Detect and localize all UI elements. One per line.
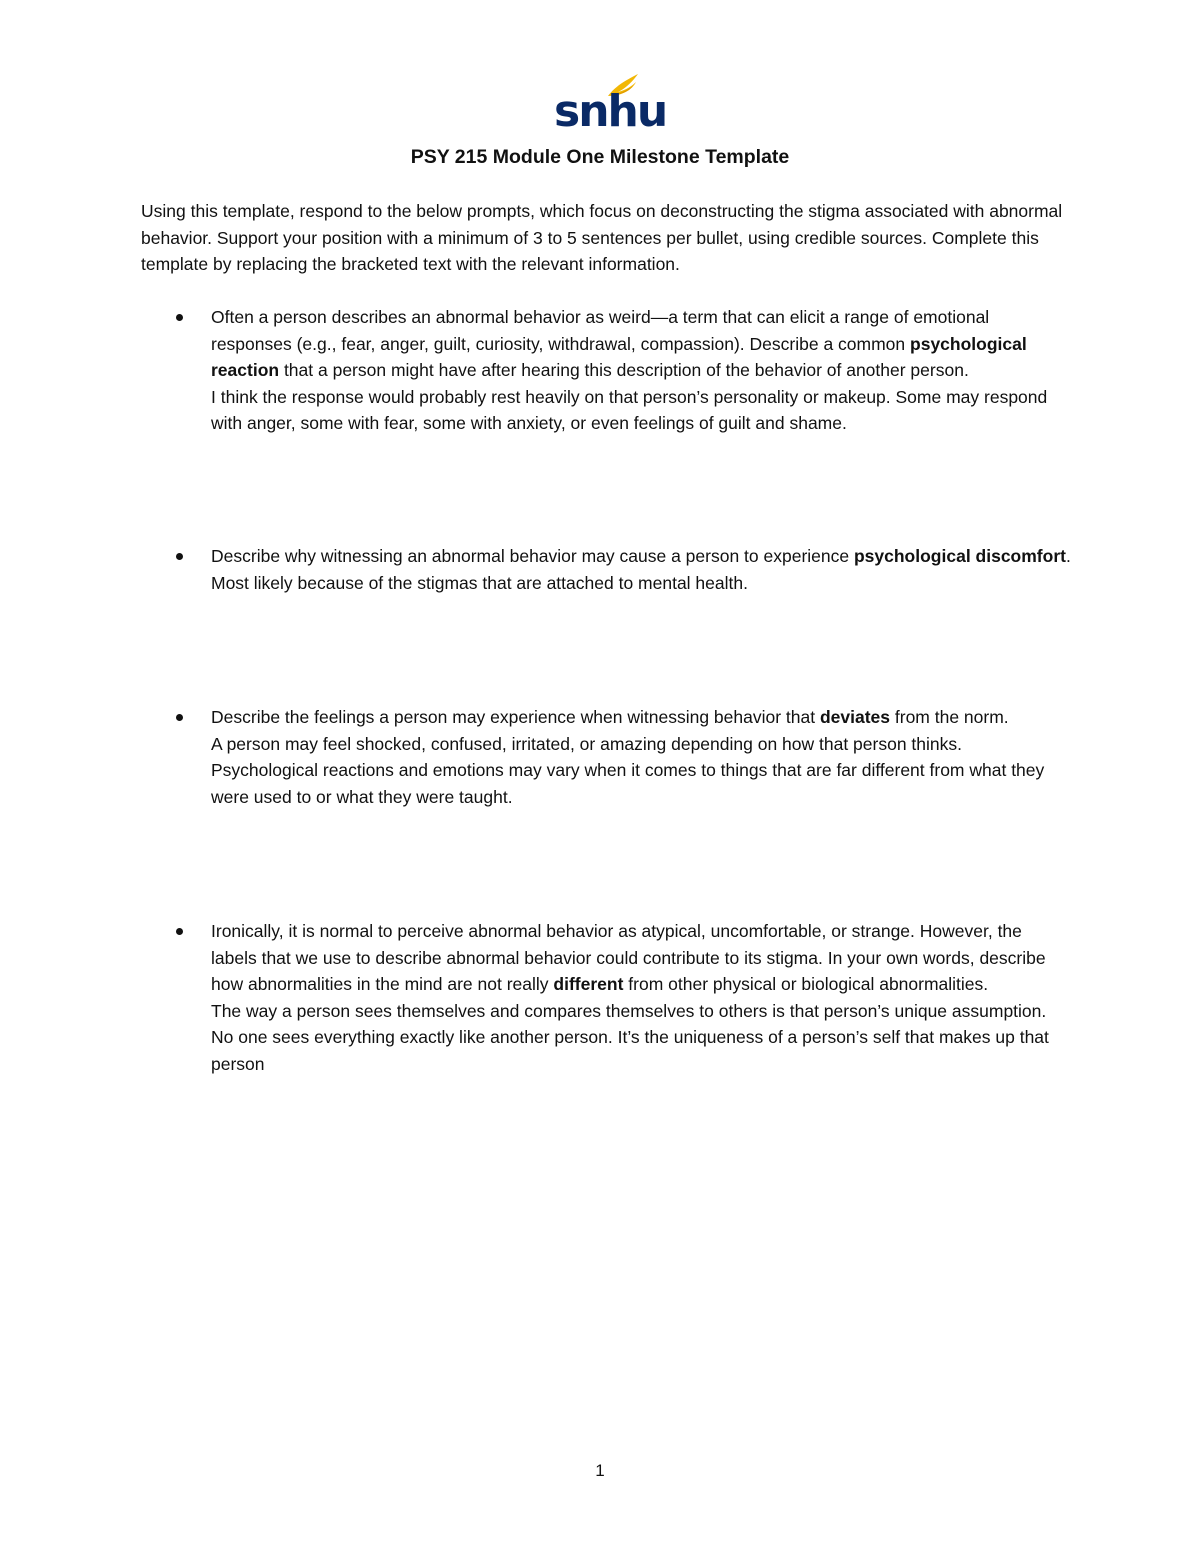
prompt-text-part: from other physical or biological abnormalities. (623, 974, 989, 994)
prompt-text (211, 704, 1071, 731)
bullet-item-3 (211, 704, 1071, 810)
answer-text: The way a person sees themselves and compares themselves to others is that person’s unique assumption. No one sees everything exactly like another person. It’s the uniqueness of a person’s self that makes up that person (211, 1000, 1049, 1074)
answer-text: I think the response would probably rest heavily on that person’s personality or makeup. Some may respond with anger, some with fear, some with anxiety, or even feelings of guilt and shame. (211, 386, 1048, 433)
intro-text: Using this template, respond to the below prompts, which focus on deconstructing the stigma associated with abnormal behavior. Support your position with a minimum of 3 to 5 sentences per bullet, using credible sources. Complete this template by replacing the bracketed text with the relevant information. (141, 201, 1063, 274)
prompt-text (211, 543, 1071, 596)
prompt-text-part: Ironically, it is normal to perceive abnormal behavior as atypical, uncomfortable, or strange. However, the labels that we use to describe abnormal behavior could contribute to its stigma. In your own words, describe how abnormalities in the mind are not really (211, 921, 1046, 994)
bullet-icon (176, 314, 183, 321)
prompt-text-part: that a person might have after hearing this description of the behavior of another person. (279, 360, 969, 380)
answer-text: A person may feel shocked, confused, irritated, or amazing depending on how that person thinks. Psychological reactions and emotions may vary when it comes to things that are far different from what they were used to or what they were taught. (211, 733, 1045, 807)
prompt-emphasis: psychological discomfort (853, 546, 1066, 566)
prompt-text (211, 918, 1071, 998)
bullet-icon (176, 928, 183, 935)
prompt-emphasis: psychological reaction (211, 333, 1027, 380)
prompt-text-part: Often a person describes an abnormal behavior as weird—a term that can elicit a range of emotional responses (e.g., fear, anger, guilt, curiosity, withdrawal, compassion). Describe a common (211, 307, 990, 354)
logo-wordmark: snhu (554, 86, 667, 137)
bullet-item-1 (211, 304, 1071, 437)
prompt-text-part: . (1065, 546, 1071, 566)
prompt-emphasis: deviates (819, 707, 891, 727)
prompt-text-part: Describe the feelings a person may experience when witnessing behavior that (211, 707, 820, 727)
snhu-logo (554, 72, 667, 137)
page-number: 1 (595, 1461, 605, 1480)
prompt-text (211, 304, 1071, 384)
bullet-icon (176, 714, 183, 721)
bullet-item-4 (211, 918, 1071, 1077)
prompt-emphasis: different (553, 974, 624, 994)
intro-paragraph (141, 198, 1071, 278)
bullet-item-2 (211, 543, 1071, 596)
document-title: PSY 215 Module One Milestone Template (410, 146, 790, 168)
prompt-text-part: Describe why witnessing an abnormal behavior may cause a person to experience (211, 546, 854, 566)
bullet-icon (176, 553, 183, 560)
answer-text: Most likely because of the stigmas that are attached to mental health. (211, 572, 748, 593)
prompt-text-part: from the norm. (890, 707, 1009, 727)
